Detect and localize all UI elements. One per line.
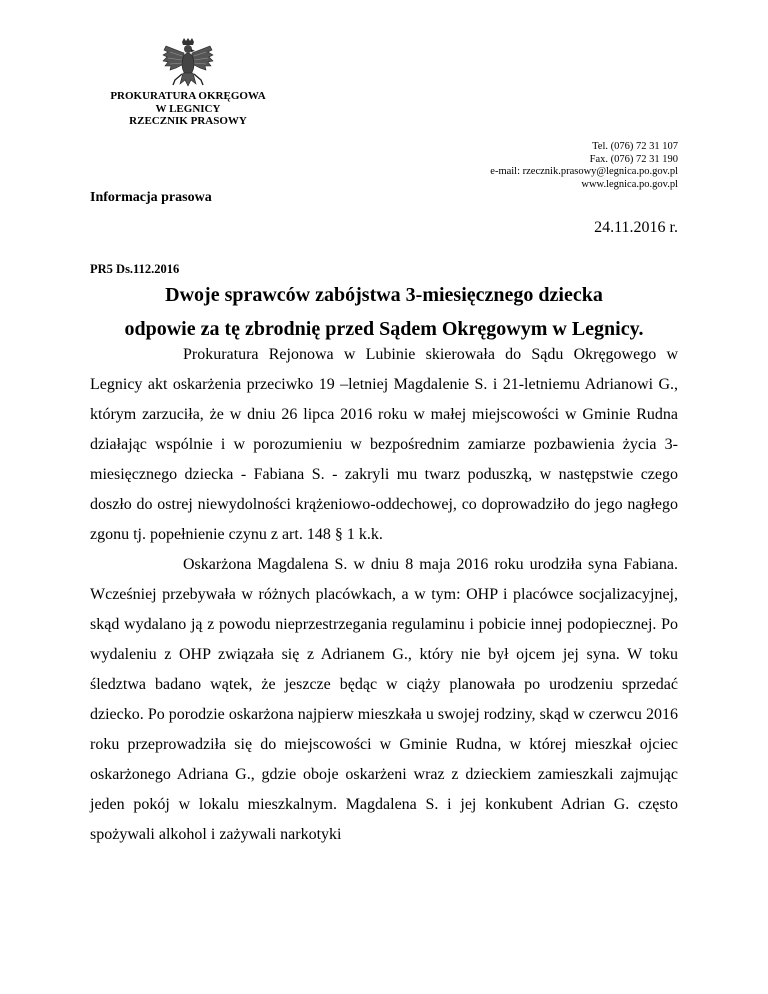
office-name — [88, 90, 288, 128]
title-line: odpowie za tę zbrodnię przed Sądem Okręgowym w Legnicy. — [124, 318, 644, 340]
email-line: e-mail: rzecznik.prasowy@legnica.po.gov.pl — [490, 166, 678, 177]
title-line: Dwoje sprawców zabójstwa 3-miesięcznego dziecka — [165, 284, 603, 306]
paragraph: Prokuratura Rejonowa w Lubinie skierowała do Sądu Okręgowego w Legnicy akt oskarżenia przeciwko 19 –letniej Magdalenie S. i 21-letniemu Adrianowi G., którym zarzuciła, że w dniu 26 lipca 2016 roku w małej miejscowości w Gminie Rudna działając wspólnie i w porozumieniu w bezpośrednim zamiarze pozbawienia życia 3-miesięcznego dziecka - Fabiana S. - zakryli mu twarz poduszką, w następstwie czego doszło do ostrej niewydolności krążeniowo-oddechowej, co doprowadziło do jego nagłego zgonu tj. popełnienie czynu z art. 148 § 1 k.k. — [90, 346, 678, 543]
contact-block — [490, 141, 678, 191]
phone-line: Tel. (076) 72 31 107 — [592, 141, 678, 152]
paragraph: Oskarżona Magdalena S. w dniu 8 maja 2016 roku urodziła syna Fabiana. Wcześniej przebywała w różnych placówkach, a w tym: OHP i placówce socjalizacyjnej, skąd wydalano ją z powodu nieprzestrzegania regulaminu i pobicie innej podopiecznej. Po wydaleniu z OHP związała się z Adrianem G., który nie był ojcem jej syna. W toku śledztwa badano wątek, że jeszcze będąc w ciąży planowała po urodzeniu sprzedać dziecko. Po porodzie oskarżona najpierw mieszkała u swojej rodziny, skąd w czerwcu 2016 roku przeprowadziła się do miejscowości w Gminie Rudna, w której mieszkał ojciec oskarżonego Adriana G., gdzie oboje oskarżeni wraz z dzieckiem zamieszkali zajmując jeden pokój w lokalu mieszkalnym. Magdalena S. i jej konkubent Adrian G. często spożywali alkohol i zażywali narkotyki — [90, 556, 678, 843]
eagle-emblem-icon — [162, 38, 214, 92]
document-date: 24.11.2016 r. — [594, 219, 678, 236]
page-title — [90, 278, 678, 346]
document-type-label: Informacja prasowa — [90, 190, 212, 205]
office-line: RZECZNIK PRASOWY — [129, 115, 247, 127]
office-line: W LEGNICY — [155, 102, 221, 115]
case-reference: PR5 Ds.112.2016 — [90, 262, 180, 276]
body-text — [90, 340, 678, 850]
office-line: PROKURATURA OKRĘGOWA — [110, 90, 266, 102]
website-line: www.legnica.po.gov.pl — [581, 178, 678, 190]
fax-line: Fax. (076) 72 31 190 — [589, 153, 678, 165]
